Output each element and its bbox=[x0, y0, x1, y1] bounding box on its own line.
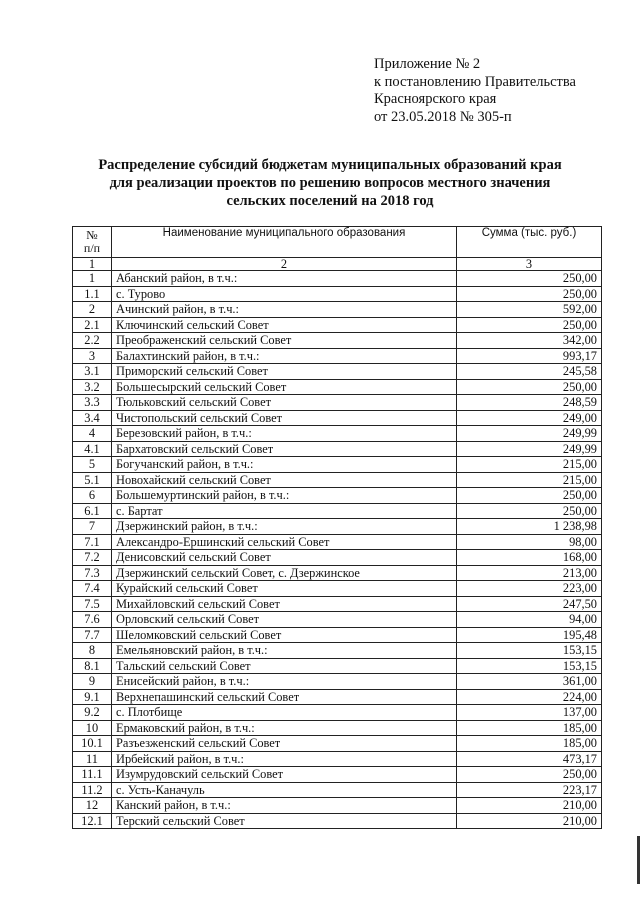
row-number: 11.2 bbox=[73, 782, 112, 798]
row-sum: 250,00 bbox=[457, 271, 602, 287]
table-body bbox=[73, 271, 602, 829]
row-sum: 993,17 bbox=[457, 348, 602, 364]
row-name: с. Турово bbox=[112, 286, 457, 302]
table-row bbox=[73, 519, 602, 535]
row-name: Тальский сельский Совет bbox=[112, 658, 457, 674]
table-row bbox=[73, 813, 602, 829]
table-row bbox=[73, 705, 602, 721]
row-sum: 250,00 bbox=[457, 488, 602, 504]
row-number: 4.1 bbox=[73, 441, 112, 457]
row-sum: 250,00 bbox=[457, 503, 602, 519]
row-sum: 223,17 bbox=[457, 782, 602, 798]
row-number: 9 bbox=[73, 674, 112, 690]
title-line-2: для реализации проектов по решению вопросов местного значения bbox=[109, 174, 551, 191]
row-number: 4 bbox=[73, 426, 112, 442]
document-title bbox=[60, 157, 600, 210]
row-name: Новохайский сельский Совет bbox=[112, 472, 457, 488]
row-sum: 223,00 bbox=[457, 581, 602, 597]
row-sum: 215,00 bbox=[457, 457, 602, 473]
row-number: 3.4 bbox=[73, 410, 112, 426]
row-sum: 98,00 bbox=[457, 534, 602, 550]
header-number-sign: № bbox=[86, 228, 98, 242]
row-number: 7.6 bbox=[73, 612, 112, 628]
appendix-date: от 23.05.2018 № 305-п bbox=[374, 108, 512, 125]
row-name: с. Бартат bbox=[112, 503, 457, 519]
row-name: Емельяновский район, в т.ч.: bbox=[112, 643, 457, 659]
row-name: Михайловский сельский Совет bbox=[112, 596, 457, 612]
row-number: 7.7 bbox=[73, 627, 112, 643]
row-number: 12 bbox=[73, 798, 112, 814]
row-name: Разъезженский сельский Совет bbox=[112, 736, 457, 752]
row-sum: 249,99 bbox=[457, 426, 602, 442]
row-name: Богучанский район, в т.ч.: bbox=[112, 457, 457, 473]
row-sum: 210,00 bbox=[457, 798, 602, 814]
table-row bbox=[73, 596, 602, 612]
row-sum: 342,00 bbox=[457, 333, 602, 349]
table-row bbox=[73, 736, 602, 752]
table-row bbox=[73, 395, 602, 411]
row-sum: 250,00 bbox=[457, 379, 602, 395]
row-name: Ачинский район, в т.ч.: bbox=[112, 302, 457, 318]
row-number: 8.1 bbox=[73, 658, 112, 674]
row-sum: 153,15 bbox=[457, 658, 602, 674]
table-row bbox=[73, 426, 602, 442]
row-number: 6.1 bbox=[73, 503, 112, 519]
row-name: с. Усть-Каначуль bbox=[112, 782, 457, 798]
row-name: Чистопольский сельский Совет bbox=[112, 410, 457, 426]
row-sum: 1 238,98 bbox=[457, 519, 602, 535]
row-name: Курайский сельский Совет bbox=[112, 581, 457, 597]
table-row bbox=[73, 472, 602, 488]
row-number: 9.1 bbox=[73, 689, 112, 705]
row-name: Дзержинский сельский Совет, с. Дзержинское bbox=[112, 565, 457, 581]
row-name: Ирбейский район, в т.ч.: bbox=[112, 751, 457, 767]
row-number: 8 bbox=[73, 643, 112, 659]
table-row bbox=[73, 333, 602, 349]
row-sum: 473,17 bbox=[457, 751, 602, 767]
row-sum: 94,00 bbox=[457, 612, 602, 628]
row-sum: 248,59 bbox=[457, 395, 602, 411]
row-sum: 213,00 bbox=[457, 565, 602, 581]
row-name: Преображенский сельский Совет bbox=[112, 333, 457, 349]
row-number: 11 bbox=[73, 751, 112, 767]
appendix-title: Приложение № 2 bbox=[374, 56, 481, 72]
table-row bbox=[73, 720, 602, 736]
row-number: 2.2 bbox=[73, 333, 112, 349]
table-row bbox=[73, 751, 602, 767]
row-number: 10.1 bbox=[73, 736, 112, 752]
row-number: 1 bbox=[73, 271, 112, 287]
row-name: Ермаковский район, в т.ч.: bbox=[112, 720, 457, 736]
row-name: Приморский сельский Совет bbox=[112, 364, 457, 380]
row-sum: 195,48 bbox=[457, 627, 602, 643]
header-number-abbr: п/п bbox=[83, 241, 101, 255]
table-row bbox=[73, 348, 602, 364]
column-index-3: 3 bbox=[457, 258, 602, 271]
table-row bbox=[73, 503, 602, 519]
row-number: 3 bbox=[73, 348, 112, 364]
row-name: Ключинский сельский Совет bbox=[112, 317, 457, 333]
row-number: 9.2 bbox=[73, 705, 112, 721]
appendix-region: Красноярского края bbox=[374, 91, 497, 108]
header-number bbox=[73, 227, 112, 258]
table-row bbox=[73, 317, 602, 333]
row-sum: 250,00 bbox=[457, 286, 602, 302]
table-row bbox=[73, 441, 602, 457]
table-row bbox=[73, 271, 602, 287]
row-number: 10 bbox=[73, 720, 112, 736]
row-number: 2.1 bbox=[73, 317, 112, 333]
row-number: 7.3 bbox=[73, 565, 112, 581]
appendix-reference: к постановлению Правительства bbox=[374, 73, 576, 90]
column-index-row bbox=[73, 258, 602, 271]
row-sum: 168,00 bbox=[457, 550, 602, 566]
row-number: 11.1 bbox=[73, 767, 112, 783]
table-row bbox=[73, 689, 602, 705]
column-index-2: 2 bbox=[112, 258, 457, 271]
row-name: Верхнепашинский сельский Совет bbox=[112, 689, 457, 705]
row-name: с. Плотбище bbox=[112, 705, 457, 721]
row-sum: 185,00 bbox=[457, 720, 602, 736]
table-row bbox=[73, 302, 602, 318]
title-line-1: Распределение субсидий бюджетам муниципальных образований края bbox=[98, 157, 562, 173]
row-number: 5 bbox=[73, 457, 112, 473]
row-sum: 245,58 bbox=[457, 364, 602, 380]
row-sum: 250,00 bbox=[457, 317, 602, 333]
table-row bbox=[73, 643, 602, 659]
header-sum: Сумма (тыс. руб.) bbox=[457, 227, 602, 258]
row-name: Бархатовский сельский Совет bbox=[112, 441, 457, 457]
row-sum: 249,99 bbox=[457, 441, 602, 457]
row-number: 7.4 bbox=[73, 581, 112, 597]
table-row bbox=[73, 767, 602, 783]
row-name: Терский сельский Совет bbox=[112, 813, 457, 829]
row-number: 7 bbox=[73, 519, 112, 535]
table-row bbox=[73, 658, 602, 674]
row-name: Абанский район, в т.ч.: bbox=[112, 271, 457, 287]
table-row bbox=[73, 612, 602, 628]
row-name: Шеломковский сельский Совет bbox=[112, 627, 457, 643]
row-number: 3.3 bbox=[73, 395, 112, 411]
row-sum: 361,00 bbox=[457, 674, 602, 690]
column-index-1: 1 bbox=[73, 258, 112, 271]
row-name: Денисовский сельский Совет bbox=[112, 550, 457, 566]
table-row bbox=[73, 410, 602, 426]
row-name: Александро-Ершинский сельский Совет bbox=[112, 534, 457, 550]
appendix-block bbox=[374, 56, 624, 126]
row-number: 6 bbox=[73, 488, 112, 504]
table-row bbox=[73, 379, 602, 395]
row-sum: 249,00 bbox=[457, 410, 602, 426]
row-sum: 215,00 bbox=[457, 472, 602, 488]
table-row bbox=[73, 581, 602, 597]
row-sum: 210,00 bbox=[457, 813, 602, 829]
table-row bbox=[73, 550, 602, 566]
row-name: Енисейский район, в т.ч.: bbox=[112, 674, 457, 690]
table-row bbox=[73, 457, 602, 473]
row-sum: 153,15 bbox=[457, 643, 602, 659]
row-number: 3.1 bbox=[73, 364, 112, 380]
row-sum: 137,00 bbox=[457, 705, 602, 721]
table-row bbox=[73, 798, 602, 814]
row-number: 5.1 bbox=[73, 472, 112, 488]
row-name: Изумрудовский сельский Совет bbox=[112, 767, 457, 783]
row-name: Балахтинский район, в т.ч.: bbox=[112, 348, 457, 364]
table-header-row bbox=[73, 227, 602, 258]
row-number: 7.1 bbox=[73, 534, 112, 550]
row-sum: 250,00 bbox=[457, 767, 602, 783]
row-number: 7.2 bbox=[73, 550, 112, 566]
title-line-3: сельских поселений на 2018 год bbox=[226, 192, 434, 209]
table-row bbox=[73, 565, 602, 581]
row-sum: 247,50 bbox=[457, 596, 602, 612]
row-number: 7.5 bbox=[73, 596, 112, 612]
table-row bbox=[73, 364, 602, 380]
row-sum: 185,00 bbox=[457, 736, 602, 752]
row-sum: 224,00 bbox=[457, 689, 602, 705]
row-number: 12.1 bbox=[73, 813, 112, 829]
table-row bbox=[73, 286, 602, 302]
row-name: Березовский район, в т.ч.: bbox=[112, 426, 457, 442]
row-name: Тюльковский сельский Совет bbox=[112, 395, 457, 411]
row-name: Орловский сельский Совет bbox=[112, 612, 457, 628]
row-sum: 592,00 bbox=[457, 302, 602, 318]
row-number: 3.2 bbox=[73, 379, 112, 395]
subsidy-table bbox=[72, 226, 602, 829]
row-number: 2 bbox=[73, 302, 112, 318]
row-number: 1.1 bbox=[73, 286, 112, 302]
table-row bbox=[73, 627, 602, 643]
table-row bbox=[73, 488, 602, 504]
row-name: Дзержинский район, в т.ч.: bbox=[112, 519, 457, 535]
row-name: Большесырский сельский Совет bbox=[112, 379, 457, 395]
row-name: Канский район, в т.ч.: bbox=[112, 798, 457, 814]
row-name: Большемуртинский район, в т.ч.: bbox=[112, 488, 457, 504]
header-name: Наименование муниципального образования bbox=[112, 227, 457, 258]
table-row bbox=[73, 674, 602, 690]
table-row bbox=[73, 534, 602, 550]
table-row bbox=[73, 782, 602, 798]
